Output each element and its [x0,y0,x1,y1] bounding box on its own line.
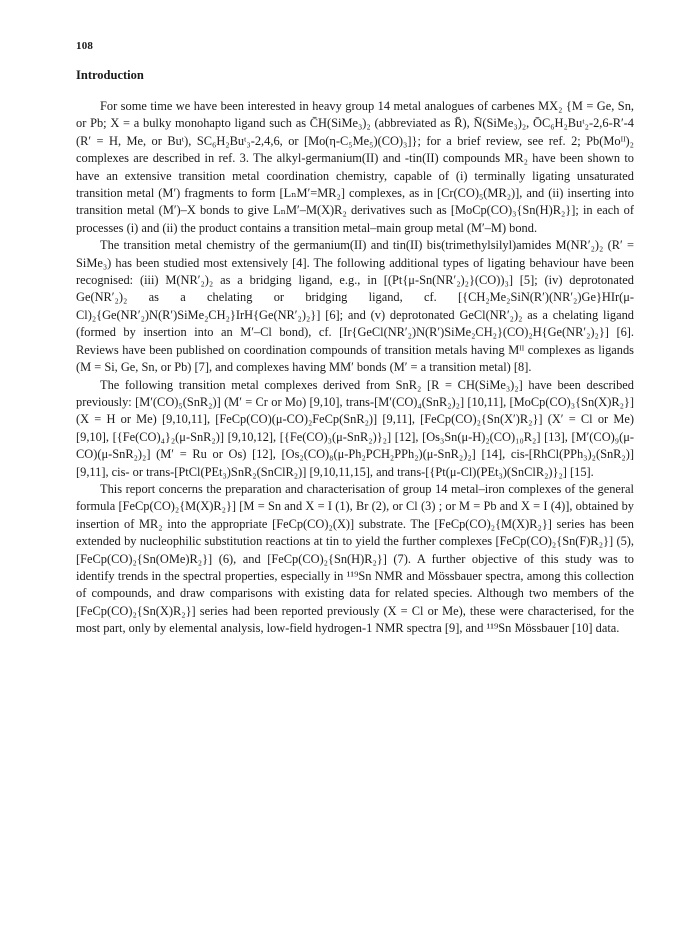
paragraph-report-scope: This report concerns the preparation and characterisation of group 14 metal–iron complexes of the general formula [FeCp(CO)₂{M(X)R₂}] [M = Sn and X = I (1), Br (2), or Cl (3) ; or M = Pb and X = I (4)], obtained by insertion of MR₂ into the appropriate [FeCp(CO)₂(X)] substrate. The [FeCp(CO)₂{M(X)R₂}] series has been extended by nucleophilic substitution reactions at tin to yield the further complexes [FeCp(CO)₂{Sn(F)R₂}] (5), [FeCp(CO)₂{Sn(OMe)R₂}] (6), and [FeCp(CO)₂{Sn(H)R₂}] (7). A further objective of this study was to identify trends in the spectral properties, especially in ¹¹⁹Sn NMR and Mössbauer spectra, among this collection of compounds, and draw comparisons with existing data for related species. Although two members of the [FeCp(CO)₂{Sn(X)R₂}] series had been reported previously (X = Cl or Me), these were characterised, for the most part, only by elemental analysis, low-field hydrogen-1 NMR spectra [9], and ¹¹⁹Sn Mössbauer [10] data. [76,481,634,636]
paragraph-known-complexes: The following transition metal complexes derived from SnR₂ [R = CH(SiMe₃)₂] have been described previously: [M′(CO)₅(SnR₂)] (M′ = Cr or Mo) [9,10], trans-[M′(CO)₄(SnR₂)₂] [10,11], [MoCp(CO)₃{Sn(X)R₂}] (X = H or Me) [9,10,11], [FeCp(CO)(μ-CO)₂FeCp(SnR₂)] [9,11], [FeCp(CO)₂{Sn(X′)R₂}] (X′ = Cl or Me) [9,10], [{Fe(CO)₄}₂(μ-SnR₂)] [9,10,12], [{Fe(CO)₃(μ-SnR₂)}₂] [12], [Os₃Sn(μ-H)₂(CO)₁₀R₂] [13], [M′(CO)₉(μ-CO)(μ-SnR₂)₂] (M′ = Ru or Os) [12], [Os₂(CO)₈(μ-Ph₂PCH₂PPh₂)(μ-SnR₂)₂] [14], cis-[RhCl(PPh₃)₂(SnR₂)] [9,11], cis- or trans-[PtCl(PEt₃)SnR₂(SnClR₂)] [9,10,11,15], and trans-[{Pt(μ-Cl)(PEt₃)(SnClR₂)}₂] [15]. [76,377,634,479]
paragraph-carbene-analogues: For some time we have been interested in heavy group 14 metal analogues of carbenes MX₂ {M = Ge, Sn, or Pb; X = a bulky monohapto ligand such as C̄H(SiMe₃)₂ (abbreviated as R̄), N̄(SiMe₃)₂, ŌC₆H₂Buᵗ₂-2,6-R′-4 (R′ = H, Me, or Buᵗ), SC₆H₂Buᵗ₃-2,4,6, or [Mo(η-C₅Me₅)(CO)₃]}; for a brief review, see ref. 2; Pb(Moᴵᴵ)₂ complexes are described in ref. 3. The alkyl-germanium(II) and -tin(II) compounds MR₂ have been shown to have an extensive transition metal coordination chemistry, capable of (i) terminally ligating unsaturated transition metal (M′) fragments to form [LₙM′=MR₂] complexes, as in [Cr(CO)₅(MR₂)], and (ii) inserting into transition metal (M′)–X bonds to give LₙM′–M(X)R₂ derivatives such as [MoCp(CO)₃{Sn(H)R₂}]; in each of processes (i) and (ii) the product contains a transition metal–main group metal (M′–M) bond. [76,99,634,235]
page-number: 108 [76,40,94,52]
body-text [76,98,634,638]
paragraph-bis-amides: The transition metal chemistry of the germanium(II) and tin(II) bis(trimethylsilyl)amides M(NR′₂)₂ (R′ = SiMe₃) has been studied most extensively [4]. The following additional types of ligating behaviour have been recognised: (iii) M(NR′₂)₂ as a bridging ligand, e.g., in [(Pt{μ-Sn(NR′₂)₂}(CO))₃] [5]; (iv) deprotonated Ge(NR′₂)₂ as a chelating or bridging ligand, cf. [{CH₂Me₂SiN(R′)(NR′₂)Ge}HIr(μ-Cl)₂{Ge(NR′₂)N(R′)SiMe₂CH₂}IrH{Ge(NR′₂)₂}] [6]; and (v) deprotonated GeCl(NR′₂)₂ as a chelating ligand (formed by insertion into an M′–Cl bond), cf. [Ir{GeCl(NR′₂)N(R′)SiMe₂CH₂}(CO)₂H{Ge(NR′₂)₂}] [6]. Reviews have been published on coordination compounds of transition metals having Mᴵᴵ complexes as ligands (M = Si, Ge, Sn, or Pb) [7], and complexes having MM′ bonds (M′ = a transition metal) [8]. [76,238,634,375]
section-heading: Introduction [76,68,144,82]
